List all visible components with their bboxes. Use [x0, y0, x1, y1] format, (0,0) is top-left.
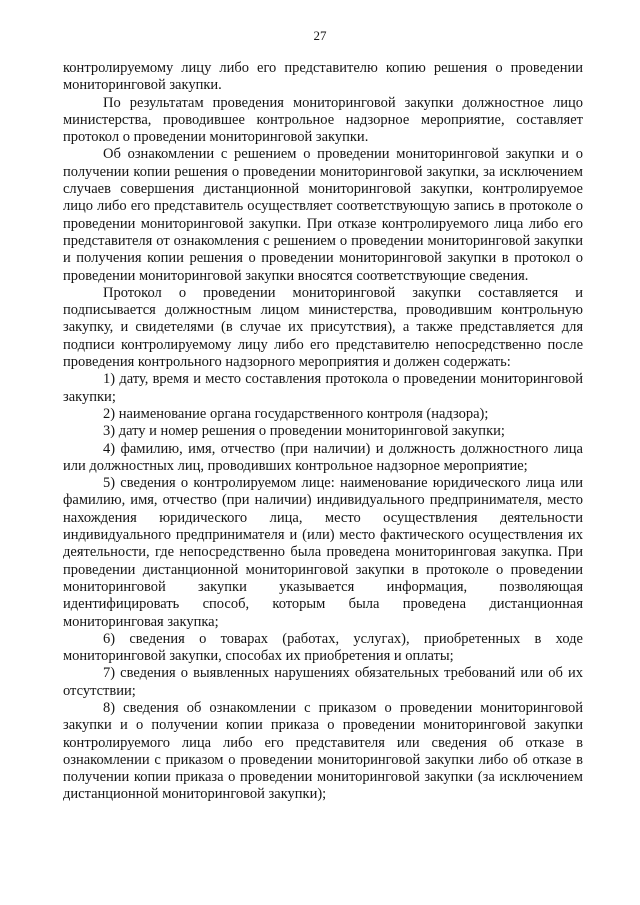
paragraph-protocol-contents: Протокол о проведении мониторинговой закупки составляется и подписывается должностным лицом министерства, проводившим контрольную закупку, и свидетелями (в случае их присутствия), а также представляется для подписи контролируемому лицу либо его представителю непосредственно после проведения контрольного надзорного мероприятия и должен содержать:	[63, 284, 583, 371]
list-item-2: 2) наименование органа государственного контроля (надзора);	[103, 405, 489, 422]
document-body	[63, 60, 583, 804]
list-item-5: 5) сведения о контролируемом лице: наименование юридического лица или фамилию, имя, отчество (при наличии) индивидуального предпринимателя, место нахождения юридического лица, место осуществления деятельности индивидуального предпринимателя и (или) место фактического осуществления их деятельности, где непосредственно была проведена мониторинговая закупка. При проведении дистанционной мониторинговой закупки в протоколе о проведении мониторинговой закупки указывается информация, позволяющая идентифицировать способ, которым была проведена дистанционная мониторинговая закупка;	[63, 475, 583, 630]
list-item-3: 3) дату и номер решения о проведении мониторинговой закупки;	[103, 423, 505, 440]
paragraph-protocol-drafting: По результатам проведения мониторинговой закупки должностное лицо министерства, проводившее контрольное надзорное мероприятие, составляет протокол о проведении мониторинговой закупки.	[63, 94, 583, 146]
list-item-8: 8) сведения об ознакомлении с приказом о проведении мониторинговой закупки и о получении копии приказа о проведении мониторинговой закупки контролируемого лица либо его представителя или сведения об отказе в ознакомлении с приказом о проведении мониторинговой закупки либо об отказе в получении копии приказа о проведении мониторинговой закупки (за исключением дистанционной мониторинговой закупки);	[63, 699, 583, 803]
list-item-6: 6) сведения о товарах (работах, услугах), приобретенных в ходе мониторинговой закупки, способах их приобретения и оплаты;	[63, 630, 583, 665]
page-number: 27	[313, 28, 327, 43]
paragraph-continuation: контролируемому лицу либо его представителю копию решения о проведении мониторинговой закупки.	[63, 60, 583, 94]
list-item-4: 4) фамилию, имя, отчество (при наличии) и должность должностного лица или должностных лиц, проводивших контрольное надзорное мероприятие;	[63, 440, 583, 474]
list-item-1: 1) дату, время и место составления протокола о проведении мониторинговой закупки;	[63, 371, 583, 405]
list-item-7: 7) сведения о выявленных нарушениях обязательных требований или об их отсутствии;	[63, 665, 583, 699]
paragraph-acquaintance: Об ознакомлении с решением о проведении мониторинговой закупки и о получении копии решения о проведении мониторинговой закупки, за исключением случаев совершения дистанционной мониторинговой закупки, контролируемое лицо либо его представитель осуществляет соответствующую запись в протоколе о проведении мониторинговой закупки. При отказе контролируемого лица либо его представителя от ознакомления с решением о проведении мониторинговой закупки и получения копии решения о проведении мониторинговой закупки в протокол о проведении мониторинговой закупки вносятся соответствующие сведения.	[63, 146, 583, 284]
